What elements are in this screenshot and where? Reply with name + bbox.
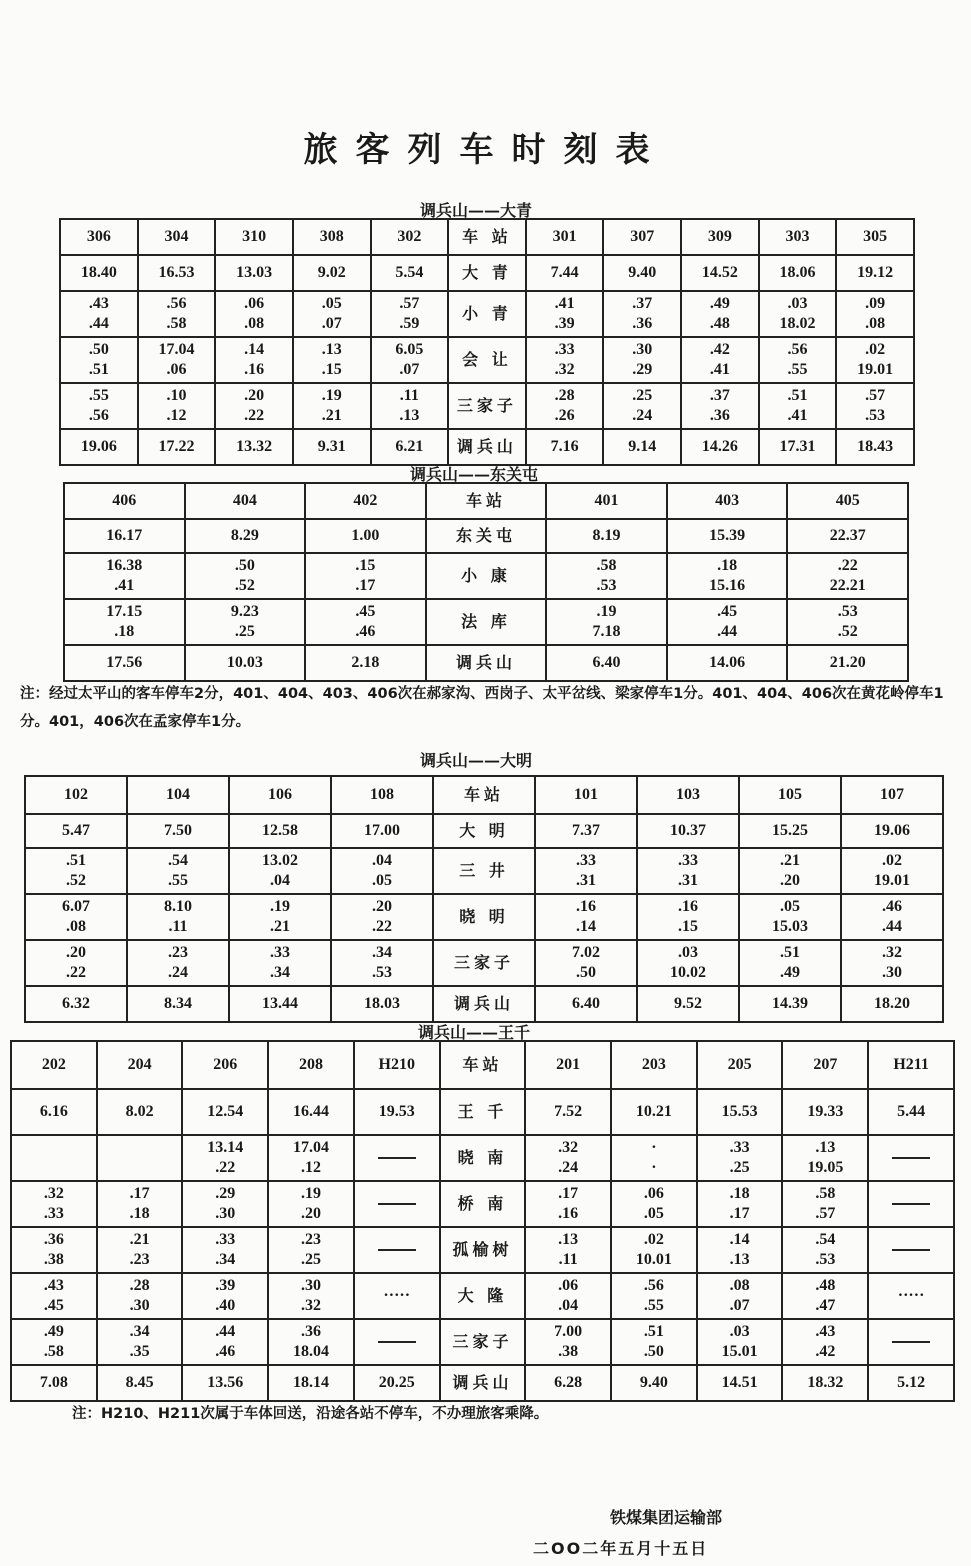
time-cell: 13.02 .04 xyxy=(229,848,331,894)
time-cell: .19 7.18 xyxy=(546,599,667,645)
station-name: 东关屯 xyxy=(426,519,547,553)
time-cell: 6.40 xyxy=(546,645,667,681)
station-name: 小 青 xyxy=(448,291,526,337)
time-cell: .11 .13 xyxy=(371,383,449,429)
time-cell: 9.14 xyxy=(603,429,681,465)
train-number-header: 203 xyxy=(611,1041,697,1089)
time-cell: 16.38 .41 xyxy=(64,553,185,599)
time-cell: .56 .55 xyxy=(611,1273,697,1319)
time-cell: .58 .53 xyxy=(546,553,667,599)
time-cell: 6.32 xyxy=(25,986,127,1022)
time-cell: 17.00 xyxy=(331,814,433,848)
time-cell: .32 .24 xyxy=(525,1135,611,1181)
time-cell: 13.14 .22 xyxy=(182,1135,268,1181)
station-name: 调兵山 xyxy=(426,645,547,681)
time-cell: .22 22.21 xyxy=(787,553,908,599)
table-row xyxy=(11,1319,954,1365)
time-cell: 9.40 xyxy=(603,255,681,291)
train-number-header: 202 xyxy=(11,1041,97,1089)
train-number-header: 402 xyxy=(305,483,426,519)
time-cell xyxy=(868,1181,954,1227)
time-cell: .23 .24 xyxy=(127,940,229,986)
time-cell: .45 .46 xyxy=(305,599,426,645)
time-cell: 13.32 xyxy=(215,429,293,465)
time-cell: .43 .42 xyxy=(782,1319,868,1365)
table-row xyxy=(25,814,943,848)
table-row xyxy=(11,1273,954,1319)
time-cell: 5.44 xyxy=(868,1089,954,1135)
time-cell: 8.19 xyxy=(546,519,667,553)
time-cell: 17.31 xyxy=(759,429,837,465)
time-cell: .45 .44 xyxy=(667,599,788,645)
time-cell: 13.03 xyxy=(215,255,293,291)
time-cell: .25 .24 xyxy=(603,383,681,429)
time-cell: 21.20 xyxy=(787,645,908,681)
station-name: 小 康 xyxy=(426,553,547,599)
time-cell: .13 19.05 xyxy=(782,1135,868,1181)
time-cell: 13.44 xyxy=(229,986,331,1022)
table-row xyxy=(25,940,943,986)
time-cell: 9.52 xyxy=(637,986,739,1022)
station-header: 车 站 xyxy=(448,219,526,255)
train-number-header: 310 xyxy=(215,219,293,255)
time-cell: 19.12 xyxy=(836,255,914,291)
time-cell xyxy=(11,1135,97,1181)
train-number-header: 108 xyxy=(331,776,433,814)
time-cell: .06 .05 xyxy=(611,1181,697,1227)
time-cell: 7.50 xyxy=(127,814,229,848)
time-cell: 1.00 xyxy=(305,519,426,553)
time-cell: 14.06 xyxy=(667,645,788,681)
section-title-daming: 调兵山——大明 xyxy=(420,751,533,770)
time-cell: 16.17 xyxy=(64,519,185,553)
time-cell: 20.25 xyxy=(354,1365,440,1401)
time-cell: 17.04 .06 xyxy=(138,337,216,383)
time-cell: 5.47 xyxy=(25,814,127,848)
time-cell: 22.37 xyxy=(787,519,908,553)
train-number-header: 102 xyxy=(25,776,127,814)
header-row xyxy=(64,483,908,519)
time-cell: .58 .57 xyxy=(782,1181,868,1227)
time-cell xyxy=(354,1135,440,1181)
time-cell: .21 .23 xyxy=(97,1227,183,1273)
table-row xyxy=(64,553,908,599)
time-cell: .17 .16 xyxy=(525,1181,611,1227)
table-row xyxy=(11,1227,954,1273)
train-number-header: 305 xyxy=(836,219,914,255)
time-cell: 8.45 xyxy=(97,1365,183,1401)
train-number-header: 304 xyxy=(138,219,216,255)
time-cell: .43 .45 xyxy=(11,1273,97,1319)
time-cell: 17.04 .12 xyxy=(268,1135,354,1181)
time-cell: .41 .39 xyxy=(526,291,604,337)
time-cell: .28 .26 xyxy=(526,383,604,429)
time-cell: 12.54 xyxy=(182,1089,268,1135)
time-cell: .18 15.16 xyxy=(667,553,788,599)
time-cell: 18.43 xyxy=(836,429,914,465)
time-cell: 8.10 .11 xyxy=(127,894,229,940)
train-number-header: 404 xyxy=(185,483,306,519)
train-number-header: 308 xyxy=(293,219,371,255)
train-number-header: 307 xyxy=(603,219,681,255)
train-number-header: 103 xyxy=(637,776,739,814)
time-cell: 16.44 xyxy=(268,1089,354,1135)
train-number-header: 405 xyxy=(787,483,908,519)
time-cell: 17.56 xyxy=(64,645,185,681)
time-cell: 10.03 xyxy=(185,645,306,681)
timetable-daming xyxy=(24,775,944,1023)
time-cell: .33 .34 xyxy=(182,1227,268,1273)
time-cell: 7.52 xyxy=(525,1089,611,1135)
time-cell: .46 .44 xyxy=(841,894,943,940)
timetable-wangqian xyxy=(10,1040,955,1402)
time-cell: 19.06 xyxy=(841,814,943,848)
time-cell: 19.06 xyxy=(60,429,138,465)
time-cell: .20 .22 xyxy=(25,940,127,986)
no-stop-dash xyxy=(892,1341,930,1343)
time-cell: .02 19.01 xyxy=(836,337,914,383)
time-cell: .57 .59 xyxy=(371,291,449,337)
time-cell: 8.02 xyxy=(97,1089,183,1135)
time-cell: .51 .49 xyxy=(739,940,841,986)
time-cell: .02 10.01 xyxy=(611,1227,697,1273)
no-stop-dash xyxy=(378,1249,416,1251)
time-cell xyxy=(868,1319,954,1365)
time-cell: 18.32 xyxy=(782,1365,868,1401)
train-number-header: 306 xyxy=(60,219,138,255)
station-name: 晓 南 xyxy=(440,1135,526,1181)
station-name: 大 明 xyxy=(433,814,535,848)
time-cell: .36 18.04 xyxy=(268,1319,354,1365)
time-cell: · · xyxy=(611,1135,697,1181)
train-number-header: H210 xyxy=(354,1041,440,1089)
time-cell: .54 .53 xyxy=(782,1227,868,1273)
train-number-header: 101 xyxy=(535,776,637,814)
time-cell: .51 .41 xyxy=(759,383,837,429)
time-cell: ····· xyxy=(354,1273,440,1319)
time-cell: .33 .32 xyxy=(526,337,604,383)
station-name: 调兵山 xyxy=(433,986,535,1022)
station-name: 会 让 xyxy=(448,337,526,383)
time-cell: 8.29 xyxy=(185,519,306,553)
time-cell: 13.56 xyxy=(182,1365,268,1401)
station-name: 三 井 xyxy=(433,848,535,894)
table-row xyxy=(60,255,914,291)
train-number-header: 107 xyxy=(841,776,943,814)
table-row xyxy=(60,383,914,429)
issuer-name: 铁煤集团运输部 xyxy=(610,1508,723,1527)
train-number-header: 302 xyxy=(371,219,449,255)
time-cell: 6.05 .07 xyxy=(371,337,449,383)
time-cell: .32 .33 xyxy=(11,1181,97,1227)
train-number-header: H211 xyxy=(868,1041,954,1089)
time-cell: .21 .20 xyxy=(739,848,841,894)
time-cell: 2.18 xyxy=(305,645,426,681)
no-stop-dash xyxy=(378,1157,416,1159)
table-row xyxy=(11,1135,954,1181)
timetable-dongguantun xyxy=(63,482,909,682)
time-cell: 18.14 xyxy=(268,1365,354,1401)
section-title-dongguantun: 调兵山——东关屯 xyxy=(410,465,539,484)
time-cell: 17.22 xyxy=(138,429,216,465)
time-cell: 7.00 .38 xyxy=(525,1319,611,1365)
table-row xyxy=(60,429,914,465)
time-cell xyxy=(868,1135,954,1181)
time-cell: .15 .17 xyxy=(305,553,426,599)
time-cell: .34 .53 xyxy=(331,940,433,986)
station-header: 车站 xyxy=(426,483,547,519)
table-row xyxy=(25,986,943,1022)
station-name: 三家子 xyxy=(433,940,535,986)
time-cell: .49 .58 xyxy=(11,1319,97,1365)
time-cell: .37 .36 xyxy=(681,383,759,429)
station-name: 晓 明 xyxy=(433,894,535,940)
time-cell: .29 .30 xyxy=(182,1181,268,1227)
page-title: 旅客列车时刻表 xyxy=(303,130,668,170)
time-cell: .16 .15 xyxy=(637,894,739,940)
time-cell: .49 .48 xyxy=(681,291,759,337)
time-cell: 15.25 xyxy=(739,814,841,848)
time-cell: 6.21 xyxy=(371,429,449,465)
section-title-dabingshan-daqing: 调兵山——大青 xyxy=(420,201,533,220)
time-cell: 6.28 xyxy=(525,1365,611,1401)
time-cell: 7.37 xyxy=(535,814,637,848)
time-cell: .19 .21 xyxy=(293,383,371,429)
train-number-header: 205 xyxy=(697,1041,783,1089)
header-row xyxy=(60,219,914,255)
time-cell: .03 10.02 xyxy=(637,940,739,986)
time-cell: .50 .52 xyxy=(185,553,306,599)
note-stops: 注：经过太平山的客车停车2分，401、404、403、406次在郝家沟、西岗子、太平岔线、梁家停车1分。401、404、406次在黄花岭停车1分。401，406次在孟家停车1分。 xyxy=(20,686,944,730)
time-cell: .42 .41 xyxy=(681,337,759,383)
time-cell: .33 .34 xyxy=(229,940,331,986)
time-cell: .17 .18 xyxy=(97,1181,183,1227)
time-cell: 6.40 xyxy=(535,986,637,1022)
no-stop-dash xyxy=(892,1249,930,1251)
table-row xyxy=(64,599,908,645)
time-cell: .50 .51 xyxy=(60,337,138,383)
time-cell: .04 .05 xyxy=(331,848,433,894)
time-cell: .16 .14 xyxy=(535,894,637,940)
time-cell: .55 .56 xyxy=(60,383,138,429)
station-name: 王 千 xyxy=(440,1089,526,1135)
time-cell: 15.39 xyxy=(667,519,788,553)
table-row xyxy=(11,1089,954,1135)
train-number-header: 207 xyxy=(782,1041,868,1089)
train-number-header: 105 xyxy=(739,776,841,814)
time-cell: 18.40 xyxy=(60,255,138,291)
time-cell xyxy=(868,1227,954,1273)
time-cell: 18.06 xyxy=(759,255,837,291)
time-cell: .56 .55 xyxy=(759,337,837,383)
train-number-header: 201 xyxy=(525,1041,611,1089)
time-cell: .32 .30 xyxy=(841,940,943,986)
time-cell: 6.07 .08 xyxy=(25,894,127,940)
issue-date: 二OO二年五月十五日 xyxy=(533,1539,709,1558)
time-cell: 5.12 xyxy=(868,1365,954,1401)
train-number-header: 104 xyxy=(127,776,229,814)
train-number-header: 406 xyxy=(64,483,185,519)
time-cell: 17.15 .18 xyxy=(64,599,185,645)
time-cell xyxy=(97,1135,183,1181)
time-cell: .14 .16 xyxy=(215,337,293,383)
time-cell: .44 .46 xyxy=(182,1319,268,1365)
time-cell: .43 .44 xyxy=(60,291,138,337)
time-cell: 6.16 xyxy=(11,1089,97,1135)
train-number-header: 208 xyxy=(268,1041,354,1089)
time-cell: .33 .31 xyxy=(535,848,637,894)
time-cell: 18.03 xyxy=(331,986,433,1022)
table-row xyxy=(25,848,943,894)
time-cell: 14.39 xyxy=(739,986,841,1022)
time-cell: .57 .53 xyxy=(836,383,914,429)
time-cell: 10.37 xyxy=(637,814,739,848)
time-cell: .28 .30 xyxy=(97,1273,183,1319)
time-cell: .33 .31 xyxy=(637,848,739,894)
time-cell: .37 .36 xyxy=(603,291,681,337)
table-row xyxy=(25,894,943,940)
time-cell: 8.34 xyxy=(127,986,229,1022)
time-cell xyxy=(354,1181,440,1227)
table-row xyxy=(11,1365,954,1401)
time-cell: .14 .13 xyxy=(697,1227,783,1273)
time-cell: .54 .55 xyxy=(127,848,229,894)
time-cell: .23 .25 xyxy=(268,1227,354,1273)
time-cell: 9.23 .25 xyxy=(185,599,306,645)
no-stop-dash xyxy=(892,1203,930,1205)
time-cell: .13 .11 xyxy=(525,1227,611,1273)
time-cell: .13 .15 xyxy=(293,337,371,383)
train-number-header: 106 xyxy=(229,776,331,814)
time-cell xyxy=(354,1319,440,1365)
train-number-header: 301 xyxy=(526,219,604,255)
station-name: 法 库 xyxy=(426,599,547,645)
time-cell: 5.54 xyxy=(371,255,449,291)
time-cell: .06 .04 xyxy=(525,1273,611,1319)
time-cell: 14.26 xyxy=(681,429,759,465)
train-number-header: 403 xyxy=(667,483,788,519)
note-h210-h211: 注：H210、H211次属于车体回送，沿途各站不停车，不办理旅客乘降。 xyxy=(72,1406,549,1422)
time-cell: .51 .52 xyxy=(25,848,127,894)
time-cell: 7.08 xyxy=(11,1365,97,1401)
station-name: 孤榆树 xyxy=(440,1227,526,1273)
time-cell: 7.16 xyxy=(526,429,604,465)
time-cell: 18.20 xyxy=(841,986,943,1022)
table-row xyxy=(64,645,908,681)
time-cell: 19.53 xyxy=(354,1089,440,1135)
timetable-daqing xyxy=(59,218,915,466)
no-stop-dash xyxy=(892,1157,930,1159)
time-cell: 10.21 xyxy=(611,1089,697,1135)
time-cell: 9.02 xyxy=(293,255,371,291)
time-cell: .05 15.03 xyxy=(739,894,841,940)
train-number-header: 206 xyxy=(182,1041,268,1089)
time-cell: .09 .08 xyxy=(836,291,914,337)
table-row xyxy=(11,1181,954,1227)
time-cell: .33 .25 xyxy=(697,1135,783,1181)
table-row xyxy=(60,291,914,337)
station-name: 三家子 xyxy=(448,383,526,429)
time-cell: 7.44 xyxy=(526,255,604,291)
time-cell: .02 19.01 xyxy=(841,848,943,894)
train-number-header: 204 xyxy=(97,1041,183,1089)
time-cell: 19.33 xyxy=(782,1089,868,1135)
time-cell: .19 .20 xyxy=(268,1181,354,1227)
station-name: 调兵山 xyxy=(440,1365,526,1401)
section-title-wangqian: 调兵山——王千 xyxy=(418,1023,531,1042)
no-stop-dash xyxy=(378,1341,416,1343)
time-cell: .53 .52 xyxy=(787,599,908,645)
time-cell: 12.58 xyxy=(229,814,331,848)
time-cell: .03 18.02 xyxy=(759,291,837,337)
time-cell: .36 .38 xyxy=(11,1227,97,1273)
time-cell xyxy=(354,1227,440,1273)
time-cell: 15.53 xyxy=(697,1089,783,1135)
time-cell: 9.40 xyxy=(611,1365,697,1401)
time-cell: .34 .35 xyxy=(97,1319,183,1365)
no-stop-dash xyxy=(378,1203,416,1205)
table-row xyxy=(64,519,908,553)
header-row xyxy=(11,1041,954,1089)
time-cell: .18 .17 xyxy=(697,1181,783,1227)
time-cell: 14.52 xyxy=(681,255,759,291)
time-cell: .03 15.01 xyxy=(697,1319,783,1365)
time-cell: .08 .07 xyxy=(697,1273,783,1319)
time-cell: 7.02 .50 xyxy=(535,940,637,986)
station-name: 三家子 xyxy=(440,1319,526,1365)
station-header: 车站 xyxy=(433,776,535,814)
time-cell: 16.53 xyxy=(138,255,216,291)
time-cell: .10 .12 xyxy=(138,383,216,429)
train-number-header: 401 xyxy=(546,483,667,519)
station-name: 大 青 xyxy=(448,255,526,291)
time-cell: .20 .22 xyxy=(215,383,293,429)
header-row xyxy=(25,776,943,814)
time-cell: .30 .29 xyxy=(603,337,681,383)
time-cell: .20 .22 xyxy=(331,894,433,940)
station-name: 大 隆 xyxy=(440,1273,526,1319)
station-name: 调兵山 xyxy=(448,429,526,465)
time-cell: 9.31 xyxy=(293,429,371,465)
table-row xyxy=(60,337,914,383)
time-cell: .19 .21 xyxy=(229,894,331,940)
time-cell: .30 .32 xyxy=(268,1273,354,1319)
time-cell: .06 .08 xyxy=(215,291,293,337)
time-cell: 14.51 xyxy=(697,1365,783,1401)
station-header: 车站 xyxy=(440,1041,526,1089)
station-name: 桥 南 xyxy=(440,1181,526,1227)
train-number-header: 303 xyxy=(759,219,837,255)
train-number-header: 309 xyxy=(681,219,759,255)
time-cell: .48 .47 xyxy=(782,1273,868,1319)
time-cell: .05 .07 xyxy=(293,291,371,337)
time-cell: .56 .58 xyxy=(138,291,216,337)
time-cell: ····· xyxy=(868,1273,954,1319)
time-cell: .51 .50 xyxy=(611,1319,697,1365)
time-cell: .39 .40 xyxy=(182,1273,268,1319)
